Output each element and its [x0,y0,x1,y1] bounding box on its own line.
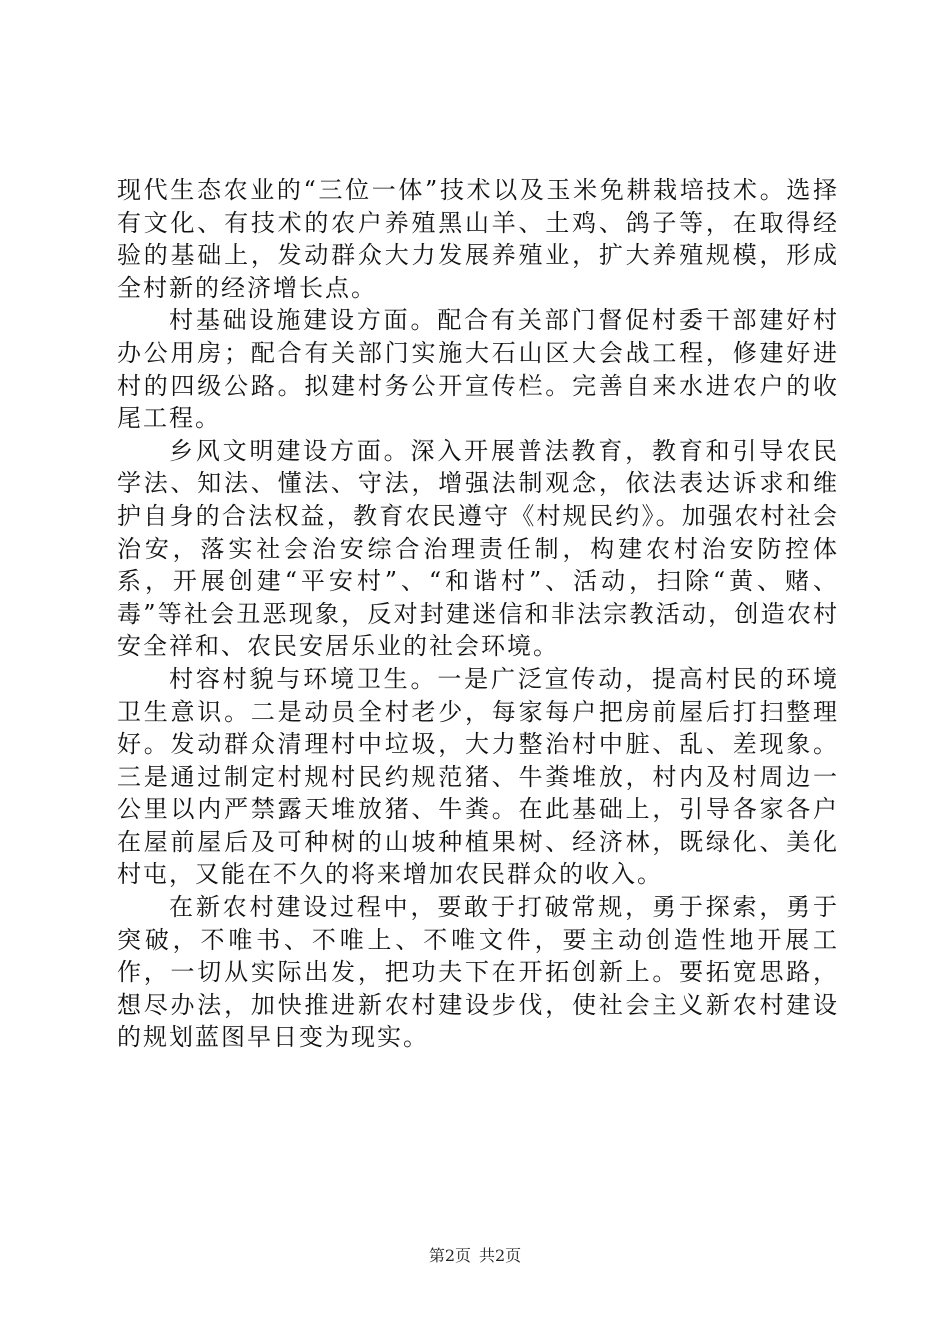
paragraph-infrastructure: 村基础设施建设方面。配合有关部门督促村委干部建好村办公用房；配合有关部门实施大石山区大会战工程，修建好进村的四级公路。拟建村务公开宣传栏。完善自来水进农户的收尾工程。 [117,306,839,433]
page-number: 第2页 [428,1246,471,1265]
paragraph-conclusion: 在新农村建设过程中，要敢于打破常规，勇于探索，勇于突破，不唯书、不唯上、不唯文件，要主动创造性地开展工作，一切从实际出发，把功夫下在开拓创新上。要拓宽思路，想尽办法，加快推进新农村建设步伐，使社会主义新农村建设的规划蓝图早日变为现实。 [117,893,839,1052]
document-body [117,174,839,1054]
paragraph-civilization: 乡风文明建设方面。深入开展普法教育，教育和引导农民学法、知法、懂法、守法，增强法制观念，依法表达诉求和维护自身的合法权益，教育农民遵守《村规民约》。加强农村社会治安，落实社会治安综合治理责任制，构建农村治安防控体系，开展创建“平安村”、“和谐村”、活动，扫除“黄、赌、毒”等社会丑恶现象，反对封建迷信和非法宗教活动，创造农村安全祥和、农民安居乐业的社会环境。 [117,436,839,661]
paragraph-continuation: 现代生态农业的“三位一体”技术以及玉米免耕栽培技术。选择有文化、有技术的农户养殖黑山羊、土鸡、鸽子等，在取得经验的基础上，发动群众大力发展养殖业，扩大养殖规模，形成全村新的经济增长点。 [117,176,839,302]
page-footer [0,1246,950,1266]
page-total: 共2页 [479,1246,522,1265]
paragraph-environment: 村容村貌与环境卫生。一是广泛宣传动，提高村民的环境卫生意识。二是动员全村老少，每家每户把房前屋后打扫整理好。发动群众清理村中垃圾，大力整治村中脏、乱、差现象。三是通过制定村规村民约规范猪、牛粪堆放，村内及村周边一公里以内严禁露天堆放猪、牛粪。在此基础上，引导各家各户在屋前屋后及可种树的山坡种植果树、经济林，既绿化、美化村屯，又能在不久的将来增加农民群众的收入。 [117,664,839,889]
